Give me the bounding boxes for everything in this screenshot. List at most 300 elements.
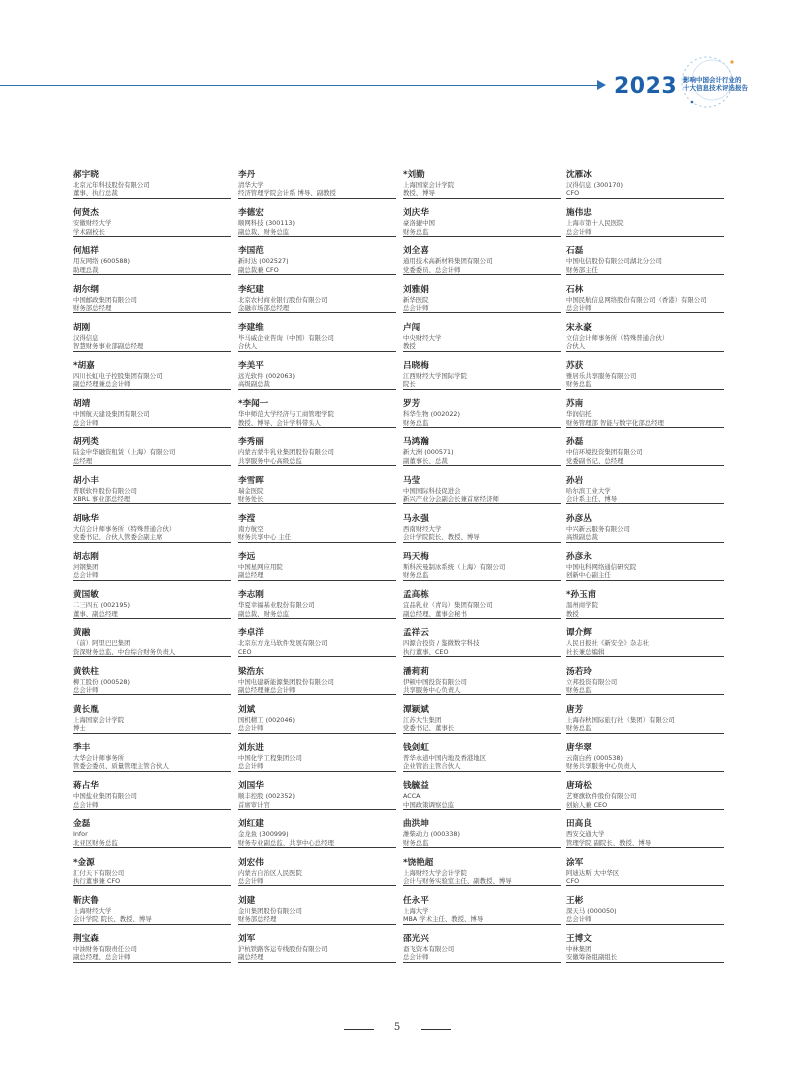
person-organization: 陆金申华融资租赁（上海）有限公司 xyxy=(73,448,176,457)
person-title: 教授、博导 xyxy=(403,189,435,198)
person-title: 副总经理、总会计师 xyxy=(73,953,131,962)
person-title: 学术副校长 xyxy=(73,227,105,236)
person-name: 靳庆鲁 xyxy=(73,895,99,906)
person-name: 刘斌 xyxy=(238,704,256,715)
person-organization: 河钢集团 xyxy=(73,563,99,571)
person-entry xyxy=(403,743,561,772)
person-name: 孙磊 xyxy=(566,437,584,448)
person-title: 社长兼总编辑 xyxy=(566,647,605,656)
person-name: 胡志刚 xyxy=(73,552,99,562)
person-organization: 汉得信息 xyxy=(73,333,99,342)
person-name: 吕晓梅 xyxy=(403,361,429,371)
person-title: 副总经理兼总会计师 xyxy=(238,686,296,694)
person-entry xyxy=(566,896,724,925)
person-organization: 金川集团股份有限公司 xyxy=(238,906,302,915)
person-entry xyxy=(73,552,231,581)
person-title: CFO xyxy=(566,189,580,198)
person-entry xyxy=(238,361,396,390)
person-entry xyxy=(238,590,396,619)
person-name: 刘建 xyxy=(238,895,256,906)
person-name: *胡嘉 xyxy=(73,361,95,371)
person-entry xyxy=(73,361,231,390)
person-title: XBRL 事业部总经理 xyxy=(73,495,131,503)
person-organization: 江西财经大学国际学院 xyxy=(403,372,467,380)
person-name: 胡小丰 xyxy=(73,475,99,486)
person-organization: 艺赛旗软件股份有限公司 xyxy=(566,792,637,801)
person-name: 黄长胤 xyxy=(73,704,99,715)
person-name: 刘国华 xyxy=(238,781,264,792)
header-arrow-icon xyxy=(597,80,606,90)
person-entry xyxy=(566,208,724,237)
person-entry xyxy=(73,208,231,237)
person-organization: 柳工股份 (000528) xyxy=(73,677,130,686)
person-organization: ACCA xyxy=(403,792,421,801)
person-organization: 宜品乳业（青岛）集团有限公司 xyxy=(403,601,493,610)
person-title: 财务部主任 xyxy=(566,265,598,274)
person-entry xyxy=(566,743,724,772)
person-entry xyxy=(238,819,396,848)
person-name: 刘雅娟 xyxy=(403,284,429,295)
report-title xyxy=(683,76,748,92)
person-organization: 普华永道中国内地及香港地区 xyxy=(403,754,487,762)
person-organization: 中国航天建设集团有限公司 xyxy=(73,410,150,419)
person-organization: 普联软件股份有限公司 xyxy=(73,486,137,495)
person-organization: 新时达 (002527) xyxy=(238,257,289,266)
person-name: 邵光兴 xyxy=(403,934,429,944)
person-entry xyxy=(238,170,396,199)
person-organization: 西安交通大学 xyxy=(566,830,605,839)
person-organization: 中国民航信息网络股份有限公司（香港）有限公司 xyxy=(566,295,707,304)
person-entry xyxy=(566,323,724,352)
person-entry xyxy=(566,628,724,657)
person-entry xyxy=(403,628,561,657)
person-title: 助理总裁 xyxy=(73,265,99,274)
person-name: 李滢 xyxy=(238,513,256,524)
person-entry xyxy=(238,552,396,581)
person-organization: 北京元年科技股份有限公司 xyxy=(73,181,150,189)
person-entry xyxy=(238,437,396,466)
person-name: 何贤杰 xyxy=(73,208,99,219)
person-name: 黄铁柱 xyxy=(73,666,99,677)
person-organization: 汇付天下有限公司 xyxy=(73,868,125,877)
person-organization: 雅居乐共享服务有限公司 xyxy=(566,372,637,380)
person-organization: 大信会计师事务所（特殊普通合伙） xyxy=(73,524,176,533)
person-title: 总经理 xyxy=(73,456,93,465)
person-organization: 毕马威企业咨询（中国）有限公司 xyxy=(238,333,334,342)
person-organization: 顺网科技 (300113) xyxy=(238,219,295,228)
person-title: 财务管理部 智能与数字化部总经理 xyxy=(566,418,664,427)
person-entry xyxy=(73,285,231,314)
person-title: 高级副总裁 xyxy=(566,533,598,542)
person-name: 李志刚 xyxy=(238,590,264,601)
person-title: 党委委员、总会计师 xyxy=(403,265,461,274)
person-organization: 中国化学工程集团公司 xyxy=(238,754,302,762)
person-title: 党委书记、董事长 xyxy=(403,724,455,733)
person-entry xyxy=(238,246,396,275)
person-entry xyxy=(566,437,724,466)
person-entry xyxy=(566,170,724,199)
person-entry xyxy=(73,896,231,925)
person-title: 总会计师 xyxy=(73,571,99,580)
person-name: 潭颖斌 xyxy=(403,704,429,715)
person-title: 副总经理、董事会秘书 xyxy=(403,609,467,618)
person-title: 总会计师 xyxy=(238,762,264,771)
person-entry xyxy=(403,590,561,619)
person-entry xyxy=(238,208,396,237)
person-title: 创始人兼 CEO xyxy=(566,800,608,809)
person-entry xyxy=(566,705,724,734)
person-organization: 哈尔滨工业大学 xyxy=(566,486,611,495)
person-name: 刘宏伟 xyxy=(238,857,264,868)
person-organization: 四源合投资 / 鉴微数字科技 xyxy=(403,639,480,648)
person-name: 唐华翠 xyxy=(566,743,592,753)
person-entry xyxy=(73,667,231,696)
person-entry xyxy=(73,819,231,848)
person-title: 会计学院院长、教授、博导 xyxy=(403,533,480,542)
person-title: 创新中心副主任 xyxy=(566,571,611,580)
person-organization: 立邦投资有限公司 xyxy=(566,677,618,686)
person-organization: 阿迪达斯 大中华区 xyxy=(566,868,620,877)
person-title: 北亚区财务总监 xyxy=(73,838,118,847)
person-name: 梁浩东 xyxy=(238,666,264,677)
person-entry xyxy=(238,705,396,734)
person-name: 苏获 xyxy=(566,361,584,371)
person-name: 李雪晖 xyxy=(238,475,264,486)
person-organization: 中国星网应用院 xyxy=(238,563,283,571)
person-entry xyxy=(566,246,724,275)
person-entry xyxy=(238,781,396,810)
person-entry xyxy=(73,246,231,275)
person-organization: 远光软件 (002063) xyxy=(238,372,295,380)
person-name: 金磊 xyxy=(73,819,91,830)
person-name: 黄融 xyxy=(73,628,91,639)
person-organization: 内蒙古自治区人民医院 xyxy=(238,868,302,877)
person-entry xyxy=(403,170,561,199)
person-organization: 北京东方龙马软件发展有限公司 xyxy=(238,639,328,648)
person-title: 总会计师 xyxy=(566,227,592,236)
person-entry xyxy=(238,285,396,314)
person-title: 副总经理 xyxy=(238,571,264,580)
person-title: 管理学院 副院长、教授、博导 xyxy=(566,838,652,847)
person-title: 财务专业副总监、共享中心总经理 xyxy=(238,838,334,847)
person-entry xyxy=(403,552,561,581)
person-title: 安徽筹备组副组长 xyxy=(566,953,618,962)
person-name: 胡刚 xyxy=(73,322,91,333)
person-title: 执行董事兼 CFO xyxy=(73,877,121,885)
person-title: 经济管理学院会计系 博导、副教授 xyxy=(238,189,336,198)
person-entry xyxy=(403,246,561,275)
person-entry xyxy=(238,667,396,696)
person-title: 高级副总裁 xyxy=(238,380,270,389)
person-name: 何旭祥 xyxy=(73,246,99,257)
person-name: 任永平 xyxy=(403,895,429,906)
person-entry xyxy=(566,667,724,696)
person-title: 管委会委员、质量管理主管合伙人 xyxy=(73,762,169,771)
person-name: 李秀丽 xyxy=(238,437,264,448)
person-name: 马莹 xyxy=(403,475,421,486)
person-name: 胡靖 xyxy=(73,399,91,410)
person-organization: 上海市第十人民医院 xyxy=(566,219,624,228)
person-name: 唐芳 xyxy=(566,704,584,715)
person-entry xyxy=(403,781,561,810)
person-entry xyxy=(238,628,396,657)
person-title: 副总裁、财务总监 xyxy=(238,609,290,618)
person-name: 胡咏华 xyxy=(73,513,99,524)
person-name: 施伟忠 xyxy=(566,208,592,219)
person-title: 总会计师 xyxy=(403,304,429,312)
person-entry xyxy=(403,858,561,887)
person-entry xyxy=(403,437,561,466)
person-name: 田高良 xyxy=(566,819,592,830)
person-name: 孟祥云 xyxy=(403,628,429,639)
person-title: 副总裁、财务总监 xyxy=(238,227,290,236)
person-title: 财务部总经理 xyxy=(73,304,112,312)
person-name: 胡列类 xyxy=(73,437,99,448)
person-entry xyxy=(73,437,231,466)
person-name: 孙彦丛 xyxy=(566,513,592,524)
person-entry xyxy=(566,285,724,314)
person-entry xyxy=(566,934,724,963)
person-entry xyxy=(403,323,561,352)
person-title: 教授 xyxy=(403,342,416,351)
person-organization: 金龙鱼 (300999) xyxy=(238,830,289,839)
person-title: 总会计师 xyxy=(238,877,264,885)
person-title: 董事、副总经理 xyxy=(73,609,118,618)
person-entry xyxy=(238,399,396,428)
person-organization: 安徽财经大学 xyxy=(73,219,112,228)
person-organization: 中国电信股份有限公司湖北分公司 xyxy=(566,257,662,266)
person-organization: 云南白药 (000538) xyxy=(566,754,623,762)
person-organization: 上海春秋国际旅行社（集团）有限公司 xyxy=(566,715,675,724)
person-organization: 上海国家会计学院 xyxy=(403,181,455,189)
person-entry xyxy=(73,705,231,734)
person-name: 荆宝森 xyxy=(73,934,99,944)
person-organization: 西南财经大学 xyxy=(403,524,442,533)
person-entry xyxy=(403,667,561,696)
person-organization: 中央财经大学 xyxy=(403,333,442,342)
person-title: 副总经理兼总会计师 xyxy=(73,380,131,389)
person-title: CEO xyxy=(238,647,252,656)
person-title: 博士 xyxy=(73,724,86,733)
person-entry xyxy=(403,361,561,390)
person-organization: 立信会计师事务所（特殊普通合伙） xyxy=(566,333,669,342)
person-name: 涂军 xyxy=(566,857,584,868)
person-entry xyxy=(566,552,724,581)
person-name: 孙岩 xyxy=(566,475,584,486)
person-title: 企业管治主管合伙人 xyxy=(403,762,461,771)
person-organization: 汉得信息 (300170) xyxy=(566,181,623,189)
person-name: 李美平 xyxy=(238,361,264,371)
person-organization: 新华医院 xyxy=(403,295,429,304)
person-title: 共享服务中心负责人 xyxy=(403,686,461,694)
person-title: 执行董事、CEO xyxy=(403,647,449,656)
person-entry xyxy=(403,476,561,505)
person-entry xyxy=(238,934,396,963)
person-entry xyxy=(566,399,724,428)
person-entry xyxy=(566,590,724,619)
person-name: 石磊 xyxy=(566,246,584,257)
person-organization: 华中师范大学经济与工商管理学院 xyxy=(238,410,334,419)
person-organization: 沪杭铁路客运专线股份有限公司 xyxy=(238,945,328,953)
footer-rule-right xyxy=(421,1029,451,1030)
person-name: 钱毓益 xyxy=(403,781,429,792)
person-organization: 上海财经大学会计学院 xyxy=(403,868,467,877)
person-organization: （前）阿里巴巴集团 xyxy=(73,639,131,648)
person-organization: 国机精工 (002046) xyxy=(238,715,295,724)
person-organization: 上海财经大学 xyxy=(73,906,112,915)
person-entry xyxy=(238,858,396,887)
person-title: CFO xyxy=(566,877,580,885)
person-name: *饶艳超 xyxy=(403,857,434,868)
person-entry xyxy=(73,170,231,199)
header-rule xyxy=(0,85,600,86)
person-organization: 豪洛捷中国 xyxy=(403,219,435,228)
person-title: 教授、博导、会计学科带头人 xyxy=(238,418,322,427)
person-name: 蒋占华 xyxy=(73,781,99,792)
person-title: 党委副书记、总经理 xyxy=(566,456,624,465)
person-name: 刘东进 xyxy=(238,743,264,753)
person-organization: 上海国家会计学院 xyxy=(73,715,125,724)
person-title: 总会计师 xyxy=(238,724,264,733)
person-entry xyxy=(566,514,724,543)
person-entry xyxy=(73,628,231,657)
person-organization: 南方航空 xyxy=(238,524,264,533)
person-entry xyxy=(403,399,561,428)
person-name: 宋永豪 xyxy=(566,322,592,333)
person-name: 卢闯 xyxy=(403,322,421,333)
person-entry xyxy=(73,743,231,772)
person-name: 刘红建 xyxy=(238,819,264,830)
person-organization: 华夏幸福基业股份有限公司 xyxy=(238,601,315,610)
person-title: 总会计师 xyxy=(73,800,99,809)
person-name: 潘莉莉 xyxy=(403,666,429,677)
person-organization: 清华大学 xyxy=(238,181,264,189)
report-title-line2: 十大信息技术评选报告 xyxy=(683,84,748,92)
person-organization: 北京农村商业银行股份有限公司 xyxy=(238,295,328,304)
person-title: 总会计师 xyxy=(566,304,592,312)
person-title: 副总经理 xyxy=(238,953,264,962)
person-title: 首席审计官 xyxy=(238,800,270,809)
person-name: *金源 xyxy=(73,857,95,868)
person-name: 刘军 xyxy=(238,934,256,944)
person-name: 曲洪坤 xyxy=(403,819,429,830)
report-year: 2023 xyxy=(614,74,678,99)
person-name: 季丰 xyxy=(73,743,91,753)
person-name: 马鸿瀚 xyxy=(403,437,429,448)
person-entry xyxy=(238,896,396,925)
person-entry xyxy=(403,705,561,734)
person-title: 新兴产业分会副会长兼首席经济师 xyxy=(403,495,499,503)
person-organization: 中信环境投资集团有限公司 xyxy=(566,448,643,457)
person-name: 钱剑虹 xyxy=(403,743,429,753)
person-name: 石林 xyxy=(566,284,584,295)
person-entry xyxy=(403,934,561,963)
person-name: 玛天梅 xyxy=(403,552,429,562)
person-name: 孙彦永 xyxy=(566,552,592,562)
person-organization: 内蒙古蒙牛乳业集团股份有限公司 xyxy=(238,448,334,457)
person-organization: 二三四五 (002195) xyxy=(73,601,130,610)
person-name: *李闻一 xyxy=(238,399,269,410)
person-name: 李丹 xyxy=(238,170,256,180)
person-title: 财务总监 xyxy=(566,380,592,389)
person-entry xyxy=(238,743,396,772)
person-organization: 中国盐业集团有限公司 xyxy=(73,792,137,801)
person-organization: 中国电建新能源集团股份有限公司 xyxy=(238,677,334,686)
person-organization: 中国邮政集团有限公司 xyxy=(73,295,137,304)
person-organization: 斯科茨曼制冰系统（上海）有限公司 xyxy=(403,563,506,571)
person-organization: 江苏大生集团 xyxy=(403,715,442,724)
person-title: 财务总监 xyxy=(566,724,592,733)
person-organization: 深天马 (000050) xyxy=(566,906,617,915)
person-organization: 中兴新云服务有限公司 xyxy=(566,524,630,533)
person-title: 董事、执行总裁 xyxy=(73,189,118,198)
person-title: 财务处长 xyxy=(238,495,264,503)
person-entry xyxy=(73,590,231,619)
person-organization: 四川长虹电子控股集团有限公司 xyxy=(73,372,163,380)
person-title: 智慧财务事业部副总经理 xyxy=(73,342,144,351)
person-title: 财务总监 xyxy=(566,686,592,694)
person-name: 李德宏 xyxy=(238,208,264,219)
person-organization: 中国国际科技促进会 xyxy=(403,486,461,495)
report-title-line1: 影响中国会计行业的 xyxy=(683,76,742,84)
person-organization: 人民日报社《新安全》杂志社 xyxy=(566,639,650,648)
person-title: 副董事长、总裁 xyxy=(403,456,448,465)
person-title: 财务共享中心 主任 xyxy=(238,533,292,542)
person-entry xyxy=(73,399,231,428)
person-entry xyxy=(73,858,231,887)
person-organization: 中国电科网络通信研究院 xyxy=(566,563,637,571)
person-title: 共享服务中心高级总监 xyxy=(238,456,302,465)
person-title: MBA 学术主任、教授、博导 xyxy=(403,915,484,924)
person-title: 院长 xyxy=(403,380,416,389)
person-name: *孙玉甫 xyxy=(566,590,597,601)
person-organization: 华润信托 xyxy=(566,410,592,419)
person-title: 财务总监 xyxy=(403,571,429,580)
person-title: 中国政策调察总监 xyxy=(403,800,455,809)
person-entry xyxy=(238,514,396,543)
person-title: 总会计师 xyxy=(73,418,99,427)
person-title: 教授 xyxy=(566,609,579,618)
person-entry xyxy=(403,896,561,925)
person-title: 财务总监 xyxy=(403,838,429,847)
person-name: 王博文 xyxy=(566,934,592,944)
person-name: 马永强 xyxy=(403,513,429,524)
person-title: 合伙人 xyxy=(566,342,586,351)
person-organization: 上海大学 xyxy=(403,906,429,915)
person-organization: 瑞金医院 xyxy=(238,486,264,495)
person-name: 汤若玲 xyxy=(566,666,592,677)
person-organization: 新大洲 (000571) xyxy=(403,448,454,457)
person-name: 谭介辉 xyxy=(566,628,592,639)
person-name: 黄国敏 xyxy=(73,590,99,601)
person-entry xyxy=(403,514,561,543)
person-title: 财务共享服务中心负责人 xyxy=(566,762,637,771)
person-name: 李建维 xyxy=(238,322,264,333)
person-organization: 科华生物 (002022) xyxy=(403,410,460,419)
person-entry xyxy=(566,781,724,810)
person-organization: 中油财务有限责任公司 xyxy=(73,945,137,953)
page-footer xyxy=(0,1022,793,1036)
person-entry xyxy=(566,819,724,848)
person-title: 总会计师 xyxy=(566,915,592,924)
person-entry xyxy=(73,476,231,505)
person-title: 党委书记、合伙人管委会副主席 xyxy=(73,533,163,542)
person-title: 财务总监 xyxy=(403,418,429,427)
page-number: 5 xyxy=(393,1022,401,1033)
person-entry xyxy=(403,208,561,237)
person-title: 金融市场部总经理 xyxy=(238,304,290,312)
person-name: 孟高栋 xyxy=(403,590,429,601)
